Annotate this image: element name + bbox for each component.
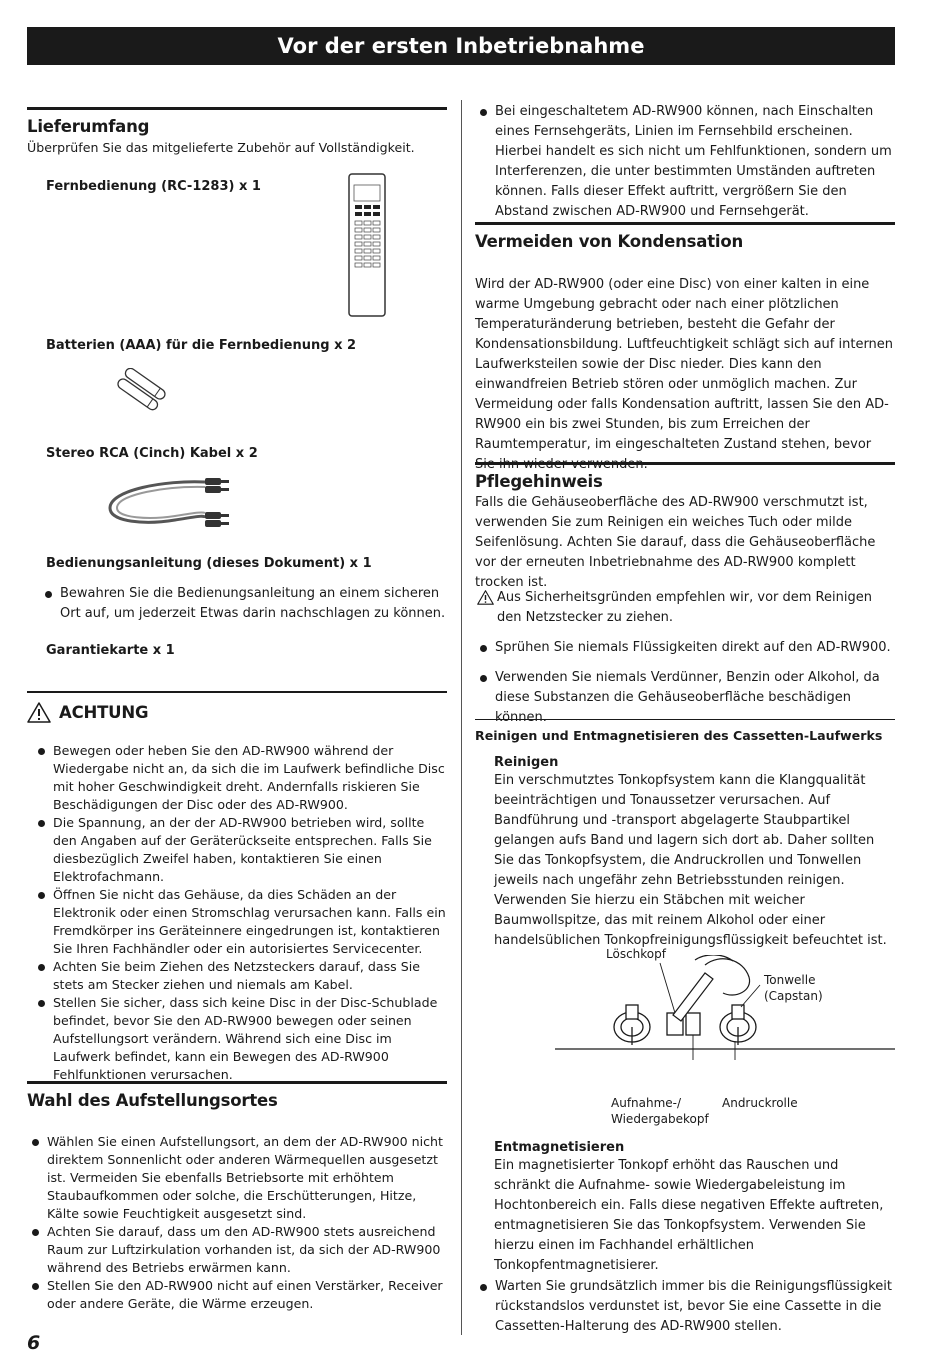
item-rca-cable: Stereo RCA (Cinch) Kabel x 2 — [46, 446, 258, 461]
section-aufstellung — [27, 1081, 447, 1110]
lieferumfang-intro: Überprüfen Sie das mitgelieferte Zubehör auf Vollständigkeit. — [27, 140, 415, 155]
section-title-aufstellung: Wahl des Aufstellungsortes — [27, 1091, 278, 1110]
reinigen-block — [494, 755, 895, 951]
pflege-bullet: Verwenden Sie niemals Verdünner, Benzin oder Alkohol, da diese Substanzen die Gehäuseoberfläche beschädigen können. — [475, 668, 895, 728]
item-manual: Bedienungsanleitung (dieses Dokument) x 1 — [46, 556, 372, 571]
entmag-block — [494, 1140, 895, 1276]
pflege-warning — [477, 588, 895, 628]
item-batteries: Batterien (AAA) für die Fernbedienung x 2 — [46, 338, 357, 353]
aufstellung-bullet: Stellen Sie den AD-RW900 nicht auf einen Verstärker, Receiver oder andere Geräte, die Wärme erzeugen. — [27, 1277, 447, 1313]
section-title-pflege: Pflegehinweis — [475, 472, 603, 491]
page-title: Vor der ersten Inbetriebnahme — [27, 27, 895, 65]
reinigen-title: Reinigen — [494, 755, 559, 770]
pflege-bullet: Sprühen Sie niemals Flüssigkeiten direkt auf den AD-RW900. — [475, 638, 895, 658]
section-pflege — [475, 462, 895, 593]
final-bullet: Warten Sie grundsätzlich immer bis die Reinigungsflüssigkeit rückstandslos verdunstet ist, bevor Sie eine Cassette in die Cassetten-Halterung des AD-RW900 stellen. — [475, 1277, 895, 1337]
achtung-bullet: Stellen Sie sicher, dass sich keine Disc in der Disc-Schublade befindet, bevor Sie den AD-RW900 bewegen oder seinen Aufstellungsort verändern. Während sich eine Disc im Laufwerk befindet, kann ein Bewegen des AD-RW900 Fehlfunktionen verursachen. — [33, 994, 447, 1084]
item-warranty: Garantiekarte x 1 — [46, 643, 175, 658]
entmag-text: Ein magnetisierter Tonkopf erhöht das Rauschen und schränkt die Aufnahme- sowie Wiedergabeleistung im Hochtonbereich ein. Falls diese negativen Effekte auftreten, entmagnetisieren Sie das Tonkopfsystem. Verwenden Sie hierzu einen im Fachhandel erhältlichen Tonkopfentmagnetisierer. — [494, 1158, 884, 1273]
section-achtung — [27, 691, 447, 723]
warning-icon — [477, 590, 494, 605]
section-title-achtung: ACHTUNG — [59, 703, 149, 722]
tv-interference-note: Bei eingeschaltetem AD-RW900 können, nach Einschalten eines Fernsehgeräts, Linien im Fernsehbild erscheinen. Hierbei handelt es sich nicht um Fehlfunktionen, sondern um Interferenzen, die unter bestimmten Umständen auftreten können. Falls dieser Effekt auftritt, vergrößern Sie den Abstand zwischen AD-RW900 und Fernsehgerät. — [475, 102, 895, 222]
section-kondensation — [475, 222, 895, 251]
kondensation-text: Wird der AD-RW900 (oder eine Disc) von einer kalten in eine warme Umgebung gebracht oder nach einer plötzlichen Temperaturänderung betrieben, besteht die Gefahr der Kondensationsbildung. Luftfeuchtigkeit schlägt sich auf internen Laufwerksteilen sowie der Disc nieder. Dies kann den einwandfreien Betrieb stören oder unmöglich machen. Zur Vermeidung oder falls Kondensation auftritt, lassen Sie den AD-RW900 ein bis zwei Stunden, bis zum Erreichen der Raumtemperatur, im eingeschalteten Zustand stehen, bevor Sie ihn wieder verwenden. — [475, 277, 894, 472]
section-title-kondensation: Vermeiden von Kondensation — [475, 232, 744, 251]
achtung-list — [33, 742, 447, 1084]
achtung-bullet: Öffnen Sie nicht das Gehäuse, da dies Schäden an der Elektronik oder einen Stromschlag verursachen kann. Falls ein Fremdkörper ins Geräteinnere eingedrungen ist, kontaktieren Sie Ihren Fachhändler oder ein autorisiertes Servicecenter. — [33, 886, 447, 958]
achtung-bullet: Die Spannung, an der der AD-RW900 betrieben wird, sollte den Angaben auf der Geräterückseite entsprechen. Falls Sie diesbezüglich Zweifel haben, kontaktieren Sie einen Elektrofachmann. — [33, 814, 447, 886]
item-remote: Fernbedienung (RC-1283) x 1 — [46, 179, 261, 194]
section-lieferumfang — [27, 107, 447, 157]
reinigen-text: Ein verschmutztes Tonkopfsystem kann die Klangqualität beeinträchtigen und Tonaussetzer verursachen. Auf Bandführung und -transport abgelagerte Staubpartikel gelangen aufs Band und lagern sich dort ab. Daher sollten Sie das Tonkopfsystem, die Andruckrollen und Tonwellen jeweils nach ungefähr zehn Betriebsstunden reinigen. Verwenden Sie hierzu ein Stäbchen mit weicher Baumwollspitze, das mit reinem Alkohol oder einer handelsüblichen Tonkopfreinigungsflüssigkeit befeuchtet ist. — [494, 773, 887, 948]
label-wiedergabekopf: Wiedergabekopf — [611, 1112, 709, 1126]
label-tonwelle: Tonwelle — [764, 973, 816, 987]
achtung-bullet: Bewegen oder heben Sie den AD-RW900 während der Wiedergabe nicht an, da sich die im Laufwerk befindliche Disc mit hoher Geschwindigkeit dreht. Andernfalls riskieren Sie Beschädigungen der Disc oder des AD-RW900. — [33, 742, 447, 814]
aufstellung-bullet: Achten Sie darauf, dass um den AD-RW900 stets ausreichend Raum zur Luftzirkulation vorhanden ist, da sich der AD-RW900 während des Betriebs erwärmen kann. — [27, 1223, 447, 1277]
page-number: 6 — [27, 1332, 41, 1354]
remote-control-icon — [348, 173, 386, 317]
aufstellung-list — [27, 1133, 447, 1313]
batteries-icon — [112, 368, 172, 413]
section-title-lieferumfang: Lieferumfang — [27, 117, 150, 136]
rca-cable-icon — [105, 470, 235, 532]
label-capstan: (Capstan) — [764, 989, 823, 1003]
column-divider — [461, 100, 462, 1335]
manual-note: Bewahren Sie die Bedienungsanleitung an einem sicheren Ort auf, um jederzeit Etwas darin nachschlagen zu können. — [40, 584, 447, 624]
section-cassette — [475, 719, 895, 743]
pflege-warning-text: Aus Sicherheitsgründen empfehlen wir, vor dem Reinigen den Netzstecker zu ziehen. — [497, 590, 872, 625]
tape-head-diagram — [555, 955, 895, 1060]
cassette-title: Reinigen und Entmagnetisieren des Cassetten-Laufwerks — [475, 728, 883, 743]
warning-icon — [27, 702, 51, 723]
entmag-title: Entmagnetisieren — [494, 1140, 625, 1155]
aufstellung-bullet: Wählen Sie einen Aufstellungsort, an dem der AD-RW900 nicht direktem Sonnenlicht oder anderen Wärmequellen ausgesetzt ist. Vermeiden Sie ebenfalls Betriebsorte mit erhöhtem Staubaufkommen oder solche, die Erschütterungen, Hitze, Kälte sowie Feuchtigkeit ausgesetzt sind. — [27, 1133, 447, 1223]
label-aufnahme: Aufnahme-/ — [611, 1096, 682, 1110]
pflege-text: Falls die Gehäuseoberfläche des AD-RW900 verschmutzt ist, verwenden Sie zum Reinigen ein weiches Tuch oder milde Seifenlösung. Achten Sie darauf, dass die Gehäuseoberfläche vor der erneuten Inbetriebnahme des AD-RW900 komplett trocken ist. — [475, 495, 876, 590]
achtung-bullet: Achten Sie beim Ziehen des Netzsteckers darauf, dass Sie stets am Stecker ziehen und niemals am Kabel. — [33, 958, 447, 994]
label-andruckrolle: Andruckrolle — [722, 1096, 798, 1110]
label-loeschkopf: Löschkopf — [606, 947, 666, 961]
